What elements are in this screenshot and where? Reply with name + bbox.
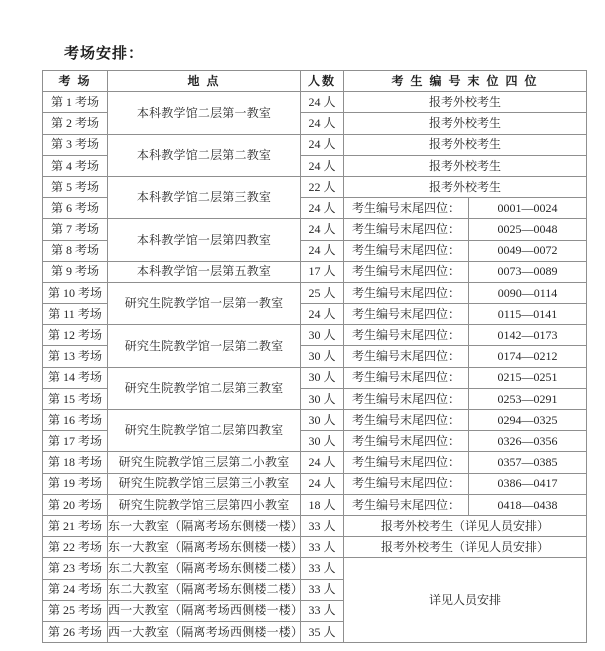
range-label-cell: 考生编号末尾四位： xyxy=(344,494,469,515)
note-cell: 报考外校考生 xyxy=(344,92,587,113)
location-cell: 本科教学馆一层第四教室 xyxy=(108,219,301,261)
range-cell: 0294—0325 xyxy=(469,410,587,431)
count-cell: 24 人 xyxy=(301,473,344,494)
location-cell: 西一大教室（隔离考场西侧楼一楼） xyxy=(108,600,301,621)
range-cell: 0090—0114 xyxy=(469,282,587,303)
room-cell: 第 21 考场 xyxy=(43,515,108,536)
range-label-cell: 考生编号末尾四位： xyxy=(344,367,469,388)
count-cell: 22 人 xyxy=(301,176,344,197)
room-cell: 第 7 考场 xyxy=(43,219,108,240)
location-cell: 研究生院教学馆三层第四小教室 xyxy=(108,494,301,515)
location-cell: 研究生院教学馆二层第四教室 xyxy=(108,410,301,452)
room-cell: 第 1 考场 xyxy=(43,92,108,113)
room-cell: 第 8 考场 xyxy=(43,240,108,261)
range-label-cell: 考生编号末尾四位： xyxy=(344,452,469,473)
room-cell: 第 4 考场 xyxy=(43,155,108,176)
count-cell: 24 人 xyxy=(301,198,344,219)
location-cell: 研究生院教学馆一层第二教室 xyxy=(108,325,301,367)
range-label-cell: 考生编号末尾四位： xyxy=(344,240,469,261)
table-head xyxy=(43,71,587,92)
count-cell: 33 人 xyxy=(301,537,344,558)
count-cell: 30 人 xyxy=(301,410,344,431)
room-cell: 第 3 考场 xyxy=(43,134,108,155)
count-cell: 35 人 xyxy=(301,621,344,642)
room-cell: 第 19 考场 xyxy=(43,473,108,494)
note-cell: 报考外校考生（详见人员安排） xyxy=(344,515,587,536)
count-cell: 33 人 xyxy=(301,558,344,579)
count-cell: 33 人 xyxy=(301,579,344,600)
location-cell: 本科教学馆一层第五教室 xyxy=(108,261,301,282)
range-cell: 0073—0089 xyxy=(469,261,587,282)
note-cell: 报考外校考生 xyxy=(344,134,587,155)
location-cell: 研究生院教学馆三层第三小教室 xyxy=(108,473,301,494)
exam-room-table xyxy=(42,70,587,643)
range-label-cell: 考生编号末尾四位： xyxy=(344,261,469,282)
location-cell: 研究生院教学馆一层第一教室 xyxy=(108,282,301,324)
room-cell: 第 25 考场 xyxy=(43,600,108,621)
room-cell: 第 13 考场 xyxy=(43,346,108,367)
count-cell: 24 人 xyxy=(301,452,344,473)
count-cell: 17 人 xyxy=(301,261,344,282)
range-label-cell: 考生编号末尾四位： xyxy=(344,346,469,367)
table-row xyxy=(43,515,587,536)
count-cell: 24 人 xyxy=(301,113,344,134)
table-row xyxy=(43,134,587,155)
range-label-cell: 考生编号末尾四位： xyxy=(344,410,469,431)
page-title: 考场安排： xyxy=(64,46,145,62)
room-cell: 第 11 考场 xyxy=(43,304,108,325)
range-cell: 0253—0291 xyxy=(469,388,587,409)
count-cell: 30 人 xyxy=(301,367,344,388)
table-row xyxy=(43,325,587,346)
range-cell: 0357—0385 xyxy=(469,452,587,473)
location-cell: 东二大教室（隔离考场东侧楼二楼） xyxy=(108,579,301,600)
count-cell: 24 人 xyxy=(301,92,344,113)
range-cell: 0326—0356 xyxy=(469,431,587,452)
count-cell: 30 人 xyxy=(301,325,344,346)
count-cell: 18 人 xyxy=(301,494,344,515)
table-row xyxy=(43,176,587,197)
location-cell: 本科教学馆二层第二教室 xyxy=(108,134,301,176)
room-cell: 第 10 考场 xyxy=(43,282,108,303)
range-cell: 0142—0173 xyxy=(469,325,587,346)
count-cell: 24 人 xyxy=(301,240,344,261)
room-cell: 第 5 考场 xyxy=(43,176,108,197)
range-cell: 0418—0438 xyxy=(469,494,587,515)
header-room-cell: 考 场 xyxy=(43,71,108,92)
count-cell: 25 人 xyxy=(301,282,344,303)
room-cell: 第 24 考场 xyxy=(43,579,108,600)
count-cell: 24 人 xyxy=(301,134,344,155)
header-note-cell: 考 生 编 号 末 位 四 位 xyxy=(344,71,587,92)
count-cell: 33 人 xyxy=(301,515,344,536)
table-body xyxy=(43,92,587,643)
table-row xyxy=(43,558,587,579)
note-cell: 报考外校考生 xyxy=(344,155,587,176)
count-cell: 24 人 xyxy=(301,304,344,325)
room-cell: 第 16 考场 xyxy=(43,410,108,431)
room-cell: 第 12 考场 xyxy=(43,325,108,346)
count-cell: 24 人 xyxy=(301,219,344,240)
location-cell: 东二大教室（隔离考场东侧楼二楼） xyxy=(108,558,301,579)
room-cell: 第 9 考场 xyxy=(43,261,108,282)
range-cell: 0215—0251 xyxy=(469,367,587,388)
range-label-cell: 考生编号末尾四位： xyxy=(344,388,469,409)
range-cell: 0115—0141 xyxy=(469,304,587,325)
table-row xyxy=(43,473,587,494)
header-count-cell: 人数 xyxy=(301,71,344,92)
range-label-cell: 考生编号末尾四位： xyxy=(344,282,469,303)
count-cell: 33 人 xyxy=(301,600,344,621)
table-row xyxy=(43,537,587,558)
location-cell: 东一大教室（隔离考场东侧楼一楼） xyxy=(108,515,301,536)
table-row xyxy=(43,410,587,431)
room-cell: 第 2 考场 xyxy=(43,113,108,134)
count-cell: 30 人 xyxy=(301,388,344,409)
note-cell: 报考外校考生 xyxy=(344,113,587,134)
header-location-cell: 地 点 xyxy=(108,71,301,92)
range-cell: 0025—0048 xyxy=(469,219,587,240)
room-cell: 第 20 考场 xyxy=(43,494,108,515)
note-cell: 报考外校考生（详见人员安排） xyxy=(344,537,587,558)
range-label-cell: 考生编号末尾四位： xyxy=(344,198,469,219)
range-cell: 0386—0417 xyxy=(469,473,587,494)
note-cell: 详见人员安排 xyxy=(344,558,587,643)
range-cell: 0001—0024 xyxy=(469,198,587,219)
table-row xyxy=(43,367,587,388)
location-cell: 研究生院教学馆二层第三教室 xyxy=(108,367,301,409)
room-cell: 第 6 考场 xyxy=(43,198,108,219)
room-cell: 第 15 考场 xyxy=(43,388,108,409)
room-cell: 第 26 考场 xyxy=(43,621,108,642)
location-cell: 研究生院教学馆三层第二小教室 xyxy=(108,452,301,473)
range-cell: 0174—0212 xyxy=(469,346,587,367)
location-cell: 本科教学馆二层第一教室 xyxy=(108,92,301,134)
range-label-cell: 考生编号末尾四位： xyxy=(344,473,469,494)
range-label-cell: 考生编号末尾四位： xyxy=(344,304,469,325)
location-cell: 西一大教室（隔离考场西侧楼一楼） xyxy=(108,621,301,642)
range-label-cell: 考生编号末尾四位： xyxy=(344,325,469,346)
room-cell: 第 14 考场 xyxy=(43,367,108,388)
room-cell: 第 18 考场 xyxy=(43,452,108,473)
table-row xyxy=(43,219,587,240)
note-cell: 报考外校考生 xyxy=(344,176,587,197)
table-header-row xyxy=(43,71,587,92)
table-row xyxy=(43,261,587,282)
location-cell: 本科教学馆二层第三教室 xyxy=(108,176,301,218)
location-cell: 东一大教室（隔离考场东侧楼一楼） xyxy=(108,537,301,558)
room-cell: 第 23 考场 xyxy=(43,558,108,579)
table-row xyxy=(43,92,587,113)
room-cell: 第 22 考场 xyxy=(43,537,108,558)
table-row xyxy=(43,282,587,303)
count-cell: 24 人 xyxy=(301,155,344,176)
range-label-cell: 考生编号末尾四位： xyxy=(344,219,469,240)
table-row xyxy=(43,494,587,515)
count-cell: 30 人 xyxy=(301,431,344,452)
count-cell: 30 人 xyxy=(301,346,344,367)
range-label-cell: 考生编号末尾四位： xyxy=(344,431,469,452)
range-cell: 0049—0072 xyxy=(469,240,587,261)
room-cell: 第 17 考场 xyxy=(43,431,108,452)
table-row xyxy=(43,452,587,473)
